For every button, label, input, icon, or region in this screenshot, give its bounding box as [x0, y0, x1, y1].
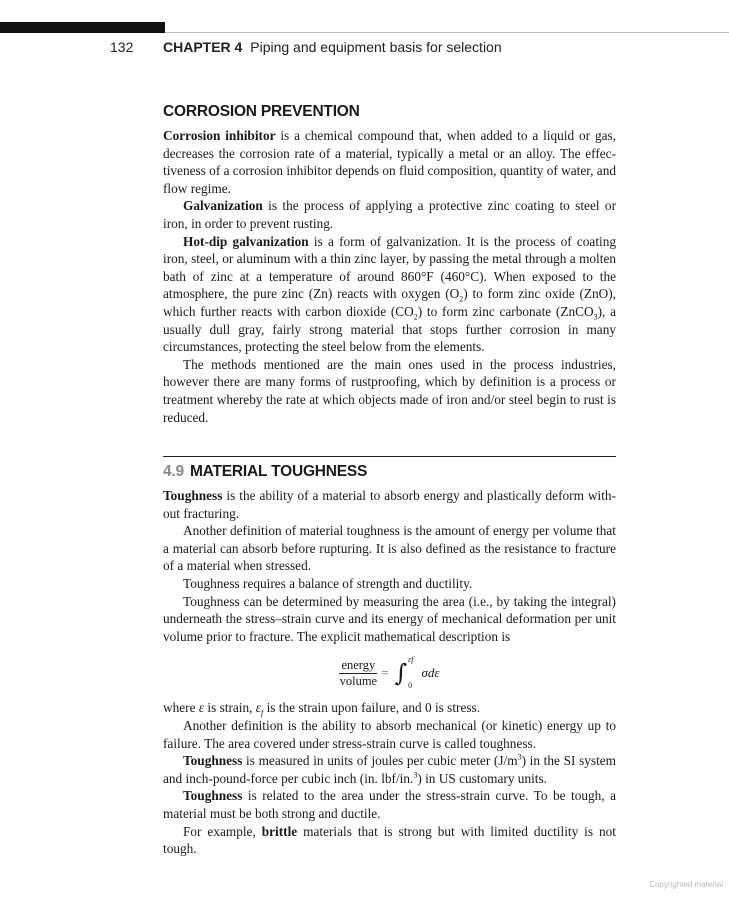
- paragraph: [163, 356, 616, 426]
- bold-term: Toughness: [183, 753, 243, 769]
- text-run: 3: [517, 752, 522, 762]
- paragraph: [163, 823, 616, 858]
- section-divider: [163, 456, 616, 457]
- section-body-before: [163, 487, 616, 645]
- paragraph: [163, 717, 616, 752]
- integral-glyph: ∫: [394, 659, 408, 688]
- bold-term: Toughness: [183, 788, 243, 804]
- equation-denominator: volume: [339, 673, 378, 688]
- equation-equals: =: [381, 665, 389, 681]
- paragraph: [163, 197, 616, 232]
- text-run: ) to form zinc carbonate (ZnCO: [417, 303, 594, 319]
- paragraph: [163, 127, 616, 197]
- paragraph: [163, 787, 616, 822]
- integral-sign: [395, 655, 414, 691]
- text-run: where: [163, 700, 199, 716]
- text-run: is a form of galvanization. It is the process of coating iron, steel, or aluminum with a thin zinc layer, by passing the metal through a molten bath of zinc at a temperature of around 860°F (460°C). When exposed to the atmosphere, the pure zinc (Zn) reacts with oxygen (O: [163, 233, 617, 302]
- paragraph: [163, 522, 616, 575]
- text-run: Toughness can be determined by measuring the area (i.e., by taking the integral) underneath the stress–strain curve and its energy of mechanical deformation per unit volume prior to fracture. The explicit mathematical description is: [163, 593, 616, 644]
- text-run: Another definition of material toughness is the amount of energy per volume that a material can absorb before rupturing. It is also defined as the resistance to fracture of a material when stressed.: [163, 523, 616, 574]
- copyright-notice: Copyrighted material: [649, 880, 723, 889]
- text-run: ε: [255, 700, 262, 716]
- text-run: is a chemical compound that, when added to a liquid or gas, decreases the corrosion rate of a material, typically a metal or an alloy. The effectiveness of a corrosion inhibitor depends on fluid composition, quantity of water, and flow regime.: [163, 128, 616, 196]
- section-material-toughness: [163, 462, 616, 858]
- chapter-title: Piping and equipment basis for selection: [250, 39, 502, 55]
- text-run: is strain,: [204, 700, 256, 716]
- paragraph: [163, 575, 616, 593]
- text-run: ) in US customary units.: [417, 770, 547, 786]
- integral-lower-limit: 0: [408, 681, 413, 691]
- header-bar: [0, 22, 165, 33]
- main-column: [163, 102, 616, 858]
- equation-fraction: [339, 658, 377, 689]
- integral-limits: [408, 655, 413, 691]
- text-run: Toughness requires a balance of strength and ductility.: [183, 576, 473, 592]
- text-run: is the ability of a material to absorb energy and plastically deform without fracturing.: [163, 488, 616, 521]
- section-heading: CORROSION PREVENTION: [163, 103, 360, 120]
- text-run: 2: [459, 295, 464, 304]
- bold-term: Toughness: [163, 488, 223, 504]
- paragraph: [163, 752, 616, 787]
- bold-term: brittle: [261, 823, 298, 839]
- text-run: The methods mentioned are the main ones used in the process industries, however there are many forms of rustproofing, which by definition is a process or treatment whereby the rate at which objects made of iron and/or steel begin to rust is reduced.: [163, 356, 616, 425]
- text-run: is related to the area under the stress-strain curve. To be tough, a material must be both strong and ductile.: [163, 788, 616, 821]
- integral-upper-limit: εf: [408, 655, 414, 665]
- section-body: [163, 127, 616, 426]
- section-corrosion-prevention: [163, 102, 616, 426]
- text-run: ), a usually dull gray, fairly strong material that stops further corrosion in many circumstances, protecting the steel below from the elements.: [163, 303, 616, 355]
- equation-integrand: σdε: [421, 665, 440, 681]
- running-header: [110, 39, 502, 55]
- text-run: 3: [593, 312, 598, 322]
- text-run: ε: [198, 700, 205, 716]
- text-run: materials that is strong but with limited ductility is not tough.: [163, 823, 616, 857]
- text-run: ) to form zinc oxide (ZnO), which further reacts with carbon dioxide (CO: [163, 286, 616, 319]
- text-run: 2: [413, 312, 418, 322]
- text-run: 3: [413, 770, 418, 780]
- text-run: Another definition is the ability to absorb mechanical (or kinetic) energy up to failure. The area covered under stress-strain curve is called toughness.: [163, 718, 616, 751]
- bold-term: Corrosion inhibitor: [163, 128, 276, 143]
- paragraph: [163, 233, 616, 356]
- paragraph: [163, 699, 616, 717]
- section-number: 4.9: [163, 463, 184, 481]
- section-body-after: [163, 699, 616, 857]
- bold-term: Hot-dip galvanization: [183, 233, 309, 249]
- paragraph: [163, 593, 616, 646]
- section-heading: [163, 462, 616, 482]
- equation: [163, 651, 616, 695]
- bold-term: Galvanization: [183, 198, 263, 214]
- text-run: is the process of applying a protective zinc coating to steel or iron, in order to prevent rusting.: [163, 198, 616, 231]
- text-run: f: [261, 709, 264, 719]
- text-run: For example,: [183, 823, 262, 839]
- text-run: ) in the SI system and inch-pound-force per cubic inch (in. lbf/in.: [163, 753, 617, 786]
- text-run: is measured in units of joules per cubic meter (J/m: [242, 753, 518, 769]
- section-title: MATERIAL TOUGHNESS: [189, 463, 368, 481]
- page-number: 132: [110, 39, 134, 55]
- text-run: is the strain upon failure, and 0 is stress.: [263, 700, 481, 716]
- header-rule: [165, 32, 729, 33]
- chapter-label: CHAPTER 4: [163, 39, 243, 55]
- paragraph: [163, 487, 616, 522]
- equation-numerator: energy: [341, 657, 376, 672]
